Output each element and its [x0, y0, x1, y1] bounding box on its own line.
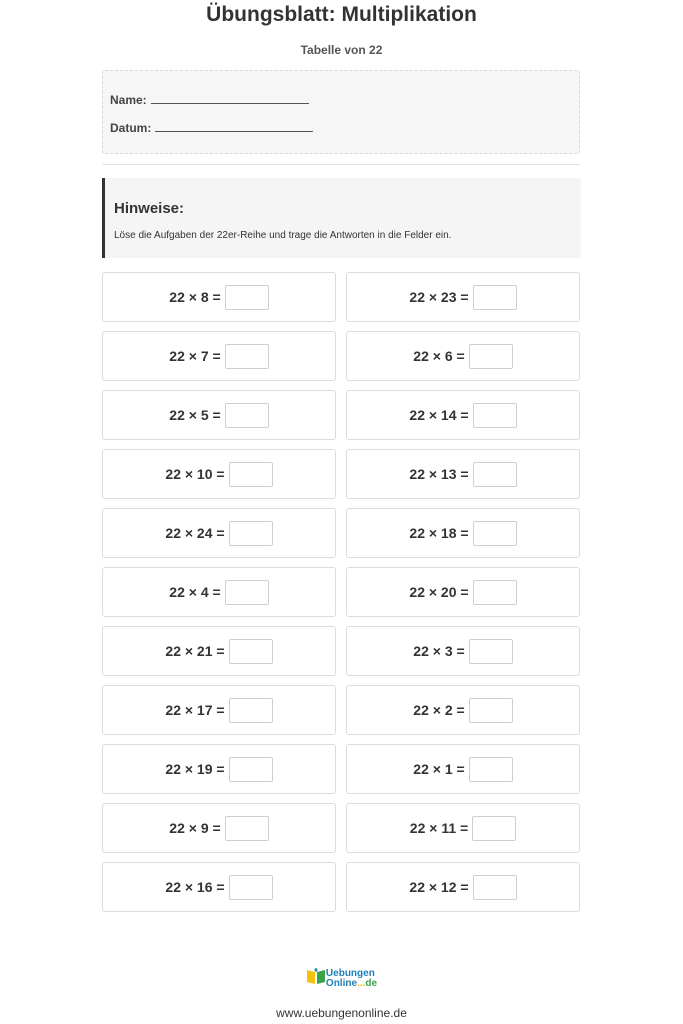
answer-input[interactable]	[225, 285, 269, 310]
answer-input[interactable]	[225, 580, 269, 605]
answer-input[interactable]	[229, 875, 273, 900]
task-card	[102, 626, 336, 676]
task-card	[102, 272, 336, 322]
task-card	[102, 449, 336, 499]
task-card	[102, 508, 336, 558]
divider	[102, 164, 580, 165]
hints-title: Hinweise:	[114, 200, 185, 217]
answer-input[interactable]	[469, 639, 513, 664]
date-line	[110, 121, 313, 135]
task-label: 22 × 2 =	[413, 702, 465, 718]
answer-input[interactable]	[229, 462, 273, 487]
name-line	[110, 93, 309, 107]
task-label: 22 × 24 =	[165, 525, 225, 541]
task-label: 22 × 11 =	[409, 820, 469, 836]
logo	[306, 967, 377, 990]
answer-input[interactable]	[229, 639, 273, 664]
task-card	[346, 744, 580, 794]
answer-input[interactable]	[473, 875, 517, 900]
task-card	[346, 272, 580, 322]
answer-input[interactable]	[229, 521, 273, 546]
task-card	[346, 626, 580, 676]
task-label: 22 × 5 =	[169, 407, 221, 423]
task-label: 22 × 18 =	[409, 525, 469, 541]
logo-online: Online	[325, 977, 358, 989]
task-label: 22 × 14 =	[409, 407, 469, 423]
answer-input[interactable]	[473, 285, 517, 310]
logo-dots: ...	[357, 977, 366, 989]
hints-text: Löse die Aufgaben der 22er-Reihe und trage die Antworten in die Felder ein.	[114, 230, 452, 241]
task-card	[346, 390, 580, 440]
task-label: 22 × 3 =	[413, 643, 465, 659]
task-label: 22 × 21 =	[165, 643, 225, 659]
answer-input[interactable]	[473, 521, 517, 546]
task-label: 22 × 19 =	[165, 761, 225, 777]
footer-url[interactable]: www.uebungenonline.de	[276, 1006, 407, 1020]
task-card	[102, 685, 336, 735]
task-card	[102, 567, 336, 617]
answer-input[interactable]	[225, 403, 269, 428]
task-label: 22 × 13 =	[409, 466, 469, 482]
task-card	[346, 803, 580, 853]
date-label: Datum:	[110, 121, 152, 135]
task-label: 22 × 10 =	[165, 466, 225, 482]
answer-input[interactable]	[469, 757, 513, 782]
logo-de: de	[365, 977, 378, 989]
name-label: Name:	[110, 93, 147, 107]
book-icon	[306, 967, 326, 990]
answer-input[interactable]	[472, 816, 516, 841]
answer-input[interactable]	[225, 344, 269, 369]
task-label: 22 × 12 =	[409, 879, 469, 895]
task-card	[102, 744, 336, 794]
task-card	[102, 331, 336, 381]
task-label: 22 × 4 =	[169, 584, 221, 600]
task-card	[102, 803, 336, 853]
task-card	[346, 331, 580, 381]
task-label: 22 × 8 =	[169, 289, 221, 305]
answer-input[interactable]	[469, 344, 513, 369]
task-card	[346, 685, 580, 735]
task-label: 22 × 1 =	[413, 761, 465, 777]
name-blank[interactable]	[151, 93, 309, 104]
hints-box	[102, 178, 581, 258]
answer-input[interactable]	[469, 698, 513, 723]
answer-input[interactable]	[473, 462, 517, 487]
answer-input[interactable]	[473, 403, 517, 428]
answer-input[interactable]	[229, 698, 273, 723]
answer-input[interactable]	[229, 757, 273, 782]
task-card	[102, 390, 336, 440]
task-card	[346, 508, 580, 558]
task-label: 22 × 6 =	[413, 348, 465, 364]
task-label: 22 × 20 =	[409, 584, 469, 600]
student-info-box	[102, 70, 580, 154]
answer-input[interactable]	[225, 816, 269, 841]
task-grid	[102, 272, 581, 912]
task-card	[346, 862, 580, 912]
page-title: Übungsblatt: Multiplikation	[206, 3, 477, 26]
answer-input[interactable]	[473, 580, 517, 605]
task-label: 22 × 7 =	[169, 348, 221, 364]
logo-line1: Uebungen	[325, 967, 375, 979]
date-blank[interactable]	[155, 121, 313, 132]
task-label: 22 × 9 =	[169, 820, 221, 836]
footer-logo	[0, 967, 683, 990]
task-card	[346, 567, 580, 617]
task-label: 22 × 17 =	[165, 702, 225, 718]
task-label: 22 × 16 =	[165, 879, 225, 895]
task-card	[102, 862, 336, 912]
page-subtitle: Tabelle von 22	[300, 43, 383, 57]
task-card	[346, 449, 580, 499]
logo-text	[326, 969, 377, 989]
logo-line2	[326, 979, 377, 989]
task-label: 22 × 23 =	[409, 289, 469, 305]
